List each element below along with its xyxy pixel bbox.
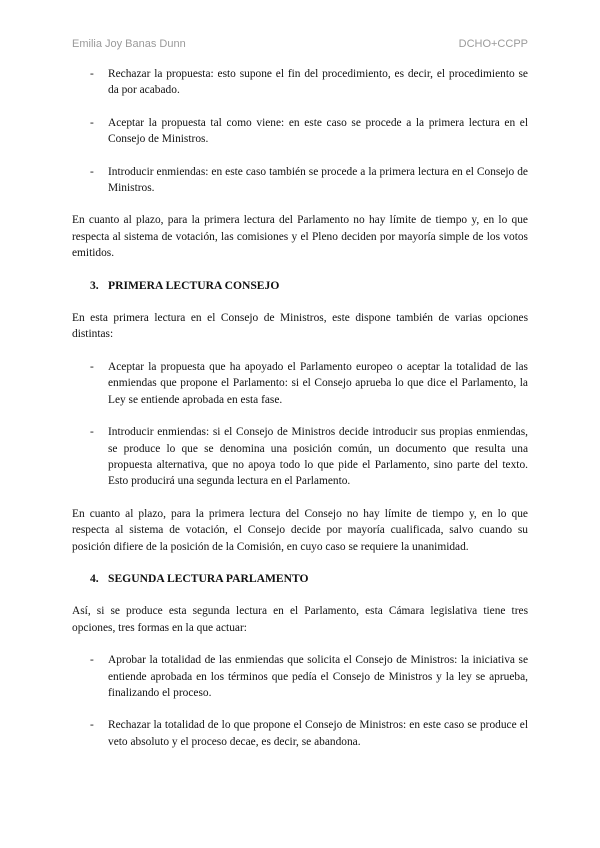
list-item [72,652,528,701]
bullet-dash: - [90,426,94,439]
bullet-dash: - [90,116,94,129]
list-item [72,66,528,99]
paragraph: En cuanto al plazo, para la primera lectura del Consejo no hay límite de tiempo y, en lo que respecta al sistema de votación, el Consejo decide por mayoría cualificada, salvo cuando su posición difiere de la posición de la Comisión, en cuyo caso se requiere la unanimidad. [72,507,528,553]
bullet-dash: - [90,68,94,80]
bullet-dash: - [90,165,94,178]
list-item-text: Introducir enmiendas: en este caso también se procede a la primera lectura en el Consejo de Ministros. [108,165,528,195]
list-item [72,164,528,197]
paragraph: En esta primera lectura en el Consejo de Ministros, este dispone también de varias opciones distintas: [72,312,528,341]
bullet-dash: - [90,719,94,732]
list-item-text: Introducir enmiendas: si el Consejo de Ministros decide introducir sus propias enmiendas, se produce lo que se denomina una posición común, un documento que resulta una propuesta alternativa, que no apoya todo lo que pide el Parlamento, sino parte del texto. Esto producirá una segunda lectura en el Parlamento. [108,426,528,488]
list-item-text: Aprobar la totalidad de las enmiendas que solicita el Consejo de Ministros: la iniciativa se entiende aprobada en los términos que pedía el Consejo de Ministros y la ley se aprueba, finalizando el proceso. [108,654,528,699]
list-item [72,424,528,490]
list-item [72,115,528,148]
section-title: SEGUNDA LECTURA PARLAMENTO [108,571,309,585]
list-item-text: Aceptar la propuesta que ha apoyado el Parlamento europeo o aceptar la totalidad de las enmiendas que propone el Parlamento: si el Consejo aprueba lo que dice el Parlamento, la Ley se entiende aprobada en esta fase. [108,360,528,406]
bullet-dash: - [90,360,94,373]
header-course: DCHO+CCPP [458,38,528,50]
section-title: PRIMERA LECTURA CONSEJO [108,278,280,292]
page-header [72,38,528,50]
header-author: Emilia Joy Banas Dunn [72,38,186,50]
list-item-text: Aceptar la propuesta tal como viene: en este caso se procede a la primera lectura en el Consejo de Ministros. [108,116,528,146]
section-number: 4. [90,571,99,585]
document-body [72,66,528,766]
section-heading [72,571,528,587]
list-item [72,359,528,408]
list-item [72,717,528,750]
bullet-dash: - [90,654,94,667]
paragraph: Así, si se produce esta segunda lectura en el Parlamento, esta Cámara legislativa tiene tres opciones, tres formas en la que actuar: [72,605,528,634]
section-heading [72,278,528,294]
list-item-text: Rechazar la propuesta: esto supone el fin del procedimiento, es decir, el procedimiento se da por acabado. [108,68,528,97]
list-item-text: Rechazar la totalidad de lo que propone el Consejo de Ministros: en este caso se produce el veto absoluto y el proceso decae, es decir, se abandona. [108,719,528,748]
paragraph: En cuanto al plazo, para la primera lectura del Parlamento no hay límite de tiempo y, en lo que respecta al sistema de votación, las comisiones y el Pleno deciden por mayoría simple de los votos emitidos. [72,214,528,260]
section-number: 3. [90,278,99,292]
